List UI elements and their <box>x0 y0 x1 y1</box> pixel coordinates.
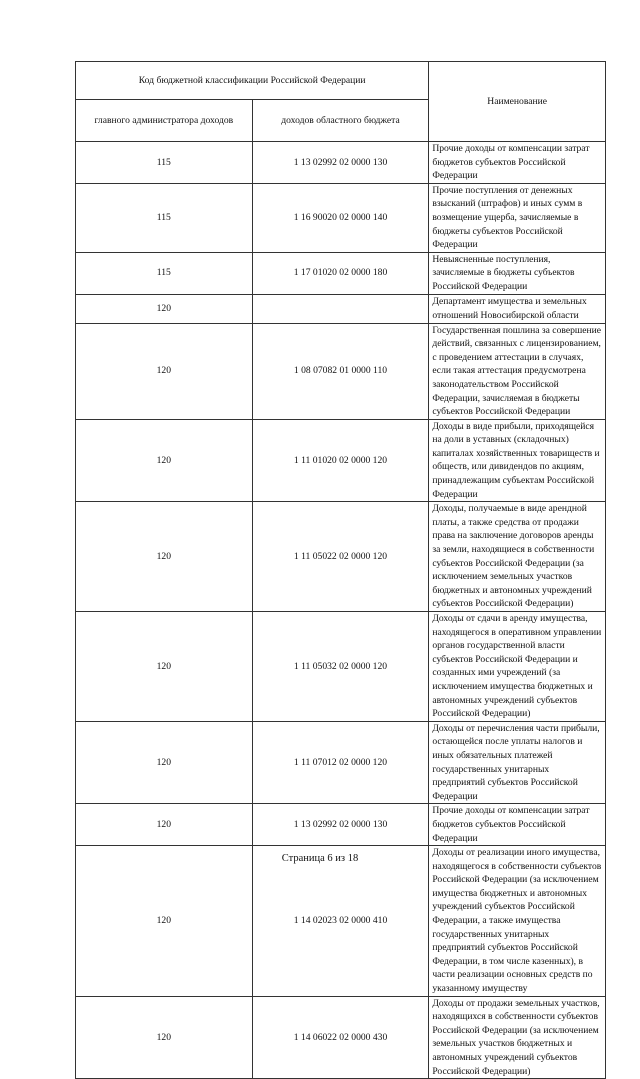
name-cell: Прочие доходы от компенсации затрат бюджетов субъектов Российской Федерации <box>429 804 606 846</box>
admin-code-cell: 115 <box>76 142 253 184</box>
name-cell: Прочие поступления от денежных взысканий (штрафов) и иных сумм в возмещение ущерба, зачисляемые в бюджеты субъектов Российской Федерации <box>429 183 606 252</box>
admin-code-cell: 120 <box>76 419 253 502</box>
admin-code-cell: 120 <box>76 323 253 419</box>
table-row <box>76 721 606 804</box>
admin-code-cell: 120 <box>76 612 253 722</box>
name-cell: Доходы от продажи земельных участков, находящихся в собственности субъектов Российской Федерации (за исключением земельных участков бюджетных и автономных учреждений субъектов Российской Федерации) <box>429 996 606 1079</box>
page-number: Страница 6 из 18 <box>281 853 359 864</box>
income-code-cell: 1 14 02023 02 0000 410 <box>252 846 429 997</box>
name-cell: Доходы от реализации иного имущества, находящегося в собственности субъектов Российской Федерации (за исключением имущества бюджетных и автономных учреждений субъектов Российской Федерации, а также имущества государственных унитарных предприятий субъектов Российской Федерации, в том числе казенных), в части реализации основных средств по указанному имуществу <box>429 846 606 997</box>
table-row <box>76 846 606 997</box>
table-row <box>76 502 606 612</box>
income-code-cell: 1 13 02992 02 0000 130 <box>252 804 429 846</box>
table-row <box>76 419 606 502</box>
admin-code-cell: 120 <box>76 721 253 804</box>
table-row <box>76 323 606 419</box>
admin-code-cell: 115 <box>76 183 253 252</box>
table-row <box>76 804 606 846</box>
table-row <box>76 142 606 184</box>
income-code-cell: 1 11 05022 02 0000 120 <box>252 502 429 612</box>
name-cell: Невыясненные поступления, зачисляемые в бюджеты субъектов Российской Федерации <box>429 252 606 294</box>
name-cell: Прочие доходы от компенсации затрат бюджетов субъектов Российской Федерации <box>429 142 606 184</box>
name-cell: Доходы от сдачи в аренду имущества, находящегося в оперативном управлении органов государственной власти субъектов Российской Федерации и созданных ими учреждений (за исключением имущества бюджетных и автономных учреждений субъектов Российской Федерации) <box>429 612 606 722</box>
admin-code-cell: 120 <box>76 502 253 612</box>
name-cell: Доходы, получаемые в виде арендной платы, а также средства от продажи права на заключение договоров аренды за земли, находящиеся в собственности субъектов Российской Федерации (за исключением земельных участков бюджетных и автономных учреждений субъектов Российской Федерации) <box>429 502 606 612</box>
table-row <box>76 183 606 252</box>
name-cell: Государственная пошлина за совершение действий, связанных с лицензированием, с проведением аттестации в случаях, если такая аттестация предусмотрена законодательством Российской Федерации, зачисляемая в бюджеты субъектов Российской Федерации <box>429 323 606 419</box>
income-code-cell: 1 08 07082 01 0000 110 <box>252 323 429 419</box>
income-code-cell <box>252 294 429 323</box>
table-row <box>76 612 606 722</box>
income-column-header: доходов областного бюджета <box>252 100 429 142</box>
table-row <box>76 252 606 294</box>
admin-code-cell: 120 <box>76 804 253 846</box>
income-code-cell: 1 13 02992 02 0000 130 <box>252 142 429 184</box>
admin-code-cell: 120 <box>76 996 253 1079</box>
income-code-cell: 1 11 07012 02 0000 120 <box>252 721 429 804</box>
table-header-row <box>76 62 606 100</box>
department-name-cell: Департамент имущества и земельных отношений Новосибирской области <box>429 294 606 323</box>
income-code-cell: 1 16 90020 02 0000 140 <box>252 183 429 252</box>
group-header: Код бюджетной классификации Российской Федерации <box>76 62 429 100</box>
income-code-cell: 1 14 06022 02 0000 430 <box>252 996 429 1079</box>
income-code-cell: 1 11 01020 02 0000 120 <box>252 419 429 502</box>
name-cell: Доходы от перечисления части прибыли, остающейся после уплаты налогов и иных обязательных платежей государственных унитарных предприятий субъектов Российской Федерации <box>429 721 606 804</box>
budget-classification-table <box>75 61 606 1079</box>
admin-code-cell: 115 <box>76 252 253 294</box>
name-cell: Доходы в виде прибыли, приходящейся на доли в уставных (складочных) капиталах хозяйственных товариществ и обществ, или дивидендов по акциям, принадлежащим субъектам Российской Федерации <box>429 419 606 502</box>
admin-code-cell: 120 <box>76 846 253 997</box>
table-row <box>76 294 606 323</box>
admin-column-header: главного администратора доходов <box>76 100 253 142</box>
income-code-cell: 1 17 01020 02 0000 180 <box>252 252 429 294</box>
table-row <box>76 996 606 1079</box>
admin-code-cell: 120 <box>76 294 253 323</box>
income-code-cell: 1 11 05032 02 0000 120 <box>252 612 429 722</box>
name-column-header: Наименование <box>429 62 606 142</box>
